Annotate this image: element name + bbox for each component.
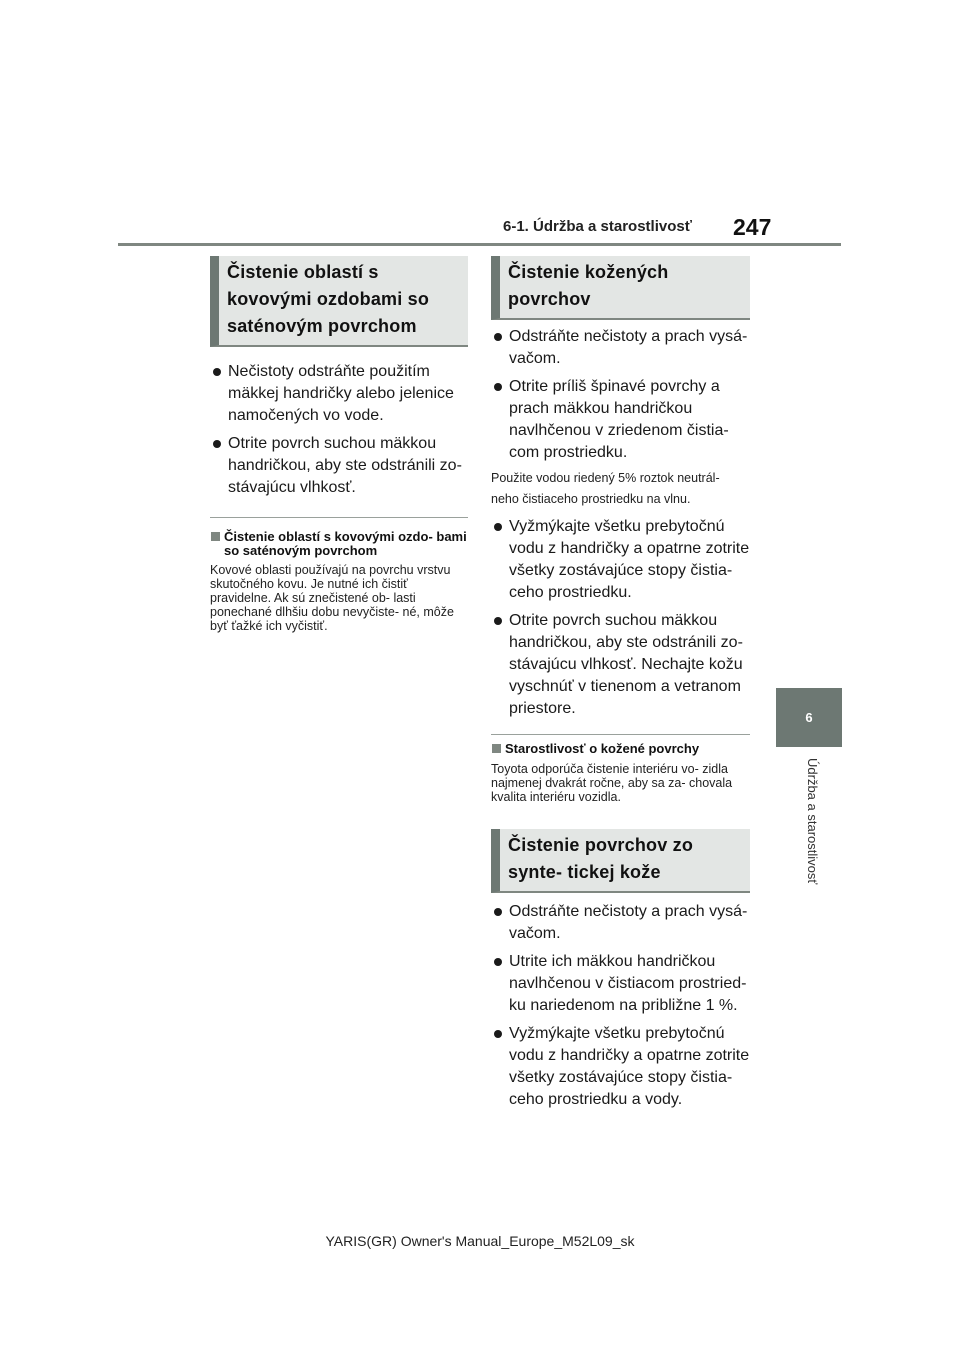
note-title xyxy=(210,530,468,558)
bullet-list-synthetic xyxy=(491,901,750,1111)
list-item-text: Otrite povrch suchou mäkkou handričkou, aby ste odstránili zo- stávajúcu vlhkosť. Nechajte kožu vyschnúť v tienenom a vetranom priestore. xyxy=(509,612,743,717)
list-item xyxy=(491,951,750,1017)
list-item xyxy=(491,1023,750,1111)
bullet-list-satin-metal xyxy=(210,361,468,499)
list-item-text: Utrite ich mäkkou handričkou navlhčenou v čistiacom prostried- ku nariedenom na približne 1 %. xyxy=(509,953,747,1014)
note-body: Toyota odporúča čistenie interiéru vo- zidla najmenej dvakrát ročne, aby sa za- chovala kvalita interiéru vozidla. xyxy=(491,762,733,804)
list-item xyxy=(210,361,468,427)
note-divider xyxy=(491,734,750,735)
bullet-icon xyxy=(494,1030,502,1038)
chapter-number: 6 xyxy=(805,710,813,725)
dilution-note: Použite vodou riedený 5% roztok neutrál- neho čistiaceho prostriedku na vlnu. xyxy=(491,471,720,506)
bullet-icon xyxy=(494,383,502,391)
list-item xyxy=(491,610,750,720)
note-divider xyxy=(210,517,468,518)
note-title-text: Čistenie oblastí s kovovými ozdo- bami so saténovým povrchom xyxy=(224,529,467,558)
bullet-list-leather-b xyxy=(491,516,750,720)
list-item xyxy=(491,326,750,370)
bullet-icon xyxy=(494,908,502,916)
bullet-icon xyxy=(494,523,502,531)
left-column xyxy=(210,256,468,633)
note-title-text: Starostlivosť o kožené povrchy xyxy=(505,741,700,756)
square-bullet-icon xyxy=(492,744,501,753)
note-title xyxy=(491,742,750,756)
list-item-text: Odstráňte nečistoty a prach vysá- vačom. xyxy=(509,903,748,942)
bullet-icon xyxy=(213,440,221,448)
bullet-icon xyxy=(494,617,502,625)
list-item-text: Otrite povrch suchou mäkkou handričkou, aby ste odstránili zo- stávajúcu vlhkosť. xyxy=(228,435,462,496)
list-item-text: Odstráňte nečistoty a prach vysá- vačom. xyxy=(509,328,748,367)
list-item-text: Otrite príliš špinavé povrchy a prach mäkkou handričkou navlhčenou v zriedenom čistia- com prostriedku. xyxy=(509,378,729,461)
list-item-text: Nečistoty odstráňte použitím mäkkej handričky alebo jelenice namočených vo vode. xyxy=(228,363,454,424)
list-item-text: Vyžmýkajte všetku prebytočnú vodu z handričky a opatrne zotrite všetky zostávajúce stopy čistia- ceho prostriedku. xyxy=(509,518,750,601)
list-item xyxy=(491,901,750,945)
section-heading-leather: Čistenie kožených povrchov xyxy=(491,256,750,320)
right-column xyxy=(491,256,750,1111)
bullet-list-leather-a xyxy=(491,326,750,464)
header-rule xyxy=(118,243,841,246)
bullet-icon xyxy=(494,958,502,966)
section-title: 6-1. Údržba a starostlivosť xyxy=(503,218,692,235)
list-item xyxy=(491,376,750,464)
section-heading-satin-metal: Čistenie oblastí s kovovými ozdobami so saténovým povrchom xyxy=(210,256,468,347)
square-bullet-icon xyxy=(211,532,220,541)
page-number: 247 xyxy=(733,214,772,240)
bullet-icon xyxy=(213,368,221,376)
chapter-tab xyxy=(776,688,842,747)
footer-manual-id: YARIS(GR) Owner's Manual_Europe_M52L09_sk xyxy=(325,1233,635,1249)
list-item xyxy=(491,516,750,604)
bullet-icon xyxy=(494,333,502,341)
list-item xyxy=(210,433,468,499)
list-item-text: Vyžmýkajte všetku prebytočnú vodu z handričky a opatrne zotrite všetky zostávajúce stopy čistia- ceho prostriedku a vody. xyxy=(509,1025,750,1108)
section-heading-synthetic-leather: Čistenie povrchov zo synte- tickej kože xyxy=(491,829,750,893)
note-body: Kovové oblasti používajú na povrchu vrstvu skutočného kovu. Je nutné ich čistiť pravidelne. Ak sú znečistené ob- lasti ponechané dlhšiu dobu nevyčiste- né, môže byť ťažké ich vyčistiť. xyxy=(210,563,454,633)
chapter-title: Údržba a starostlivosť xyxy=(805,758,820,885)
